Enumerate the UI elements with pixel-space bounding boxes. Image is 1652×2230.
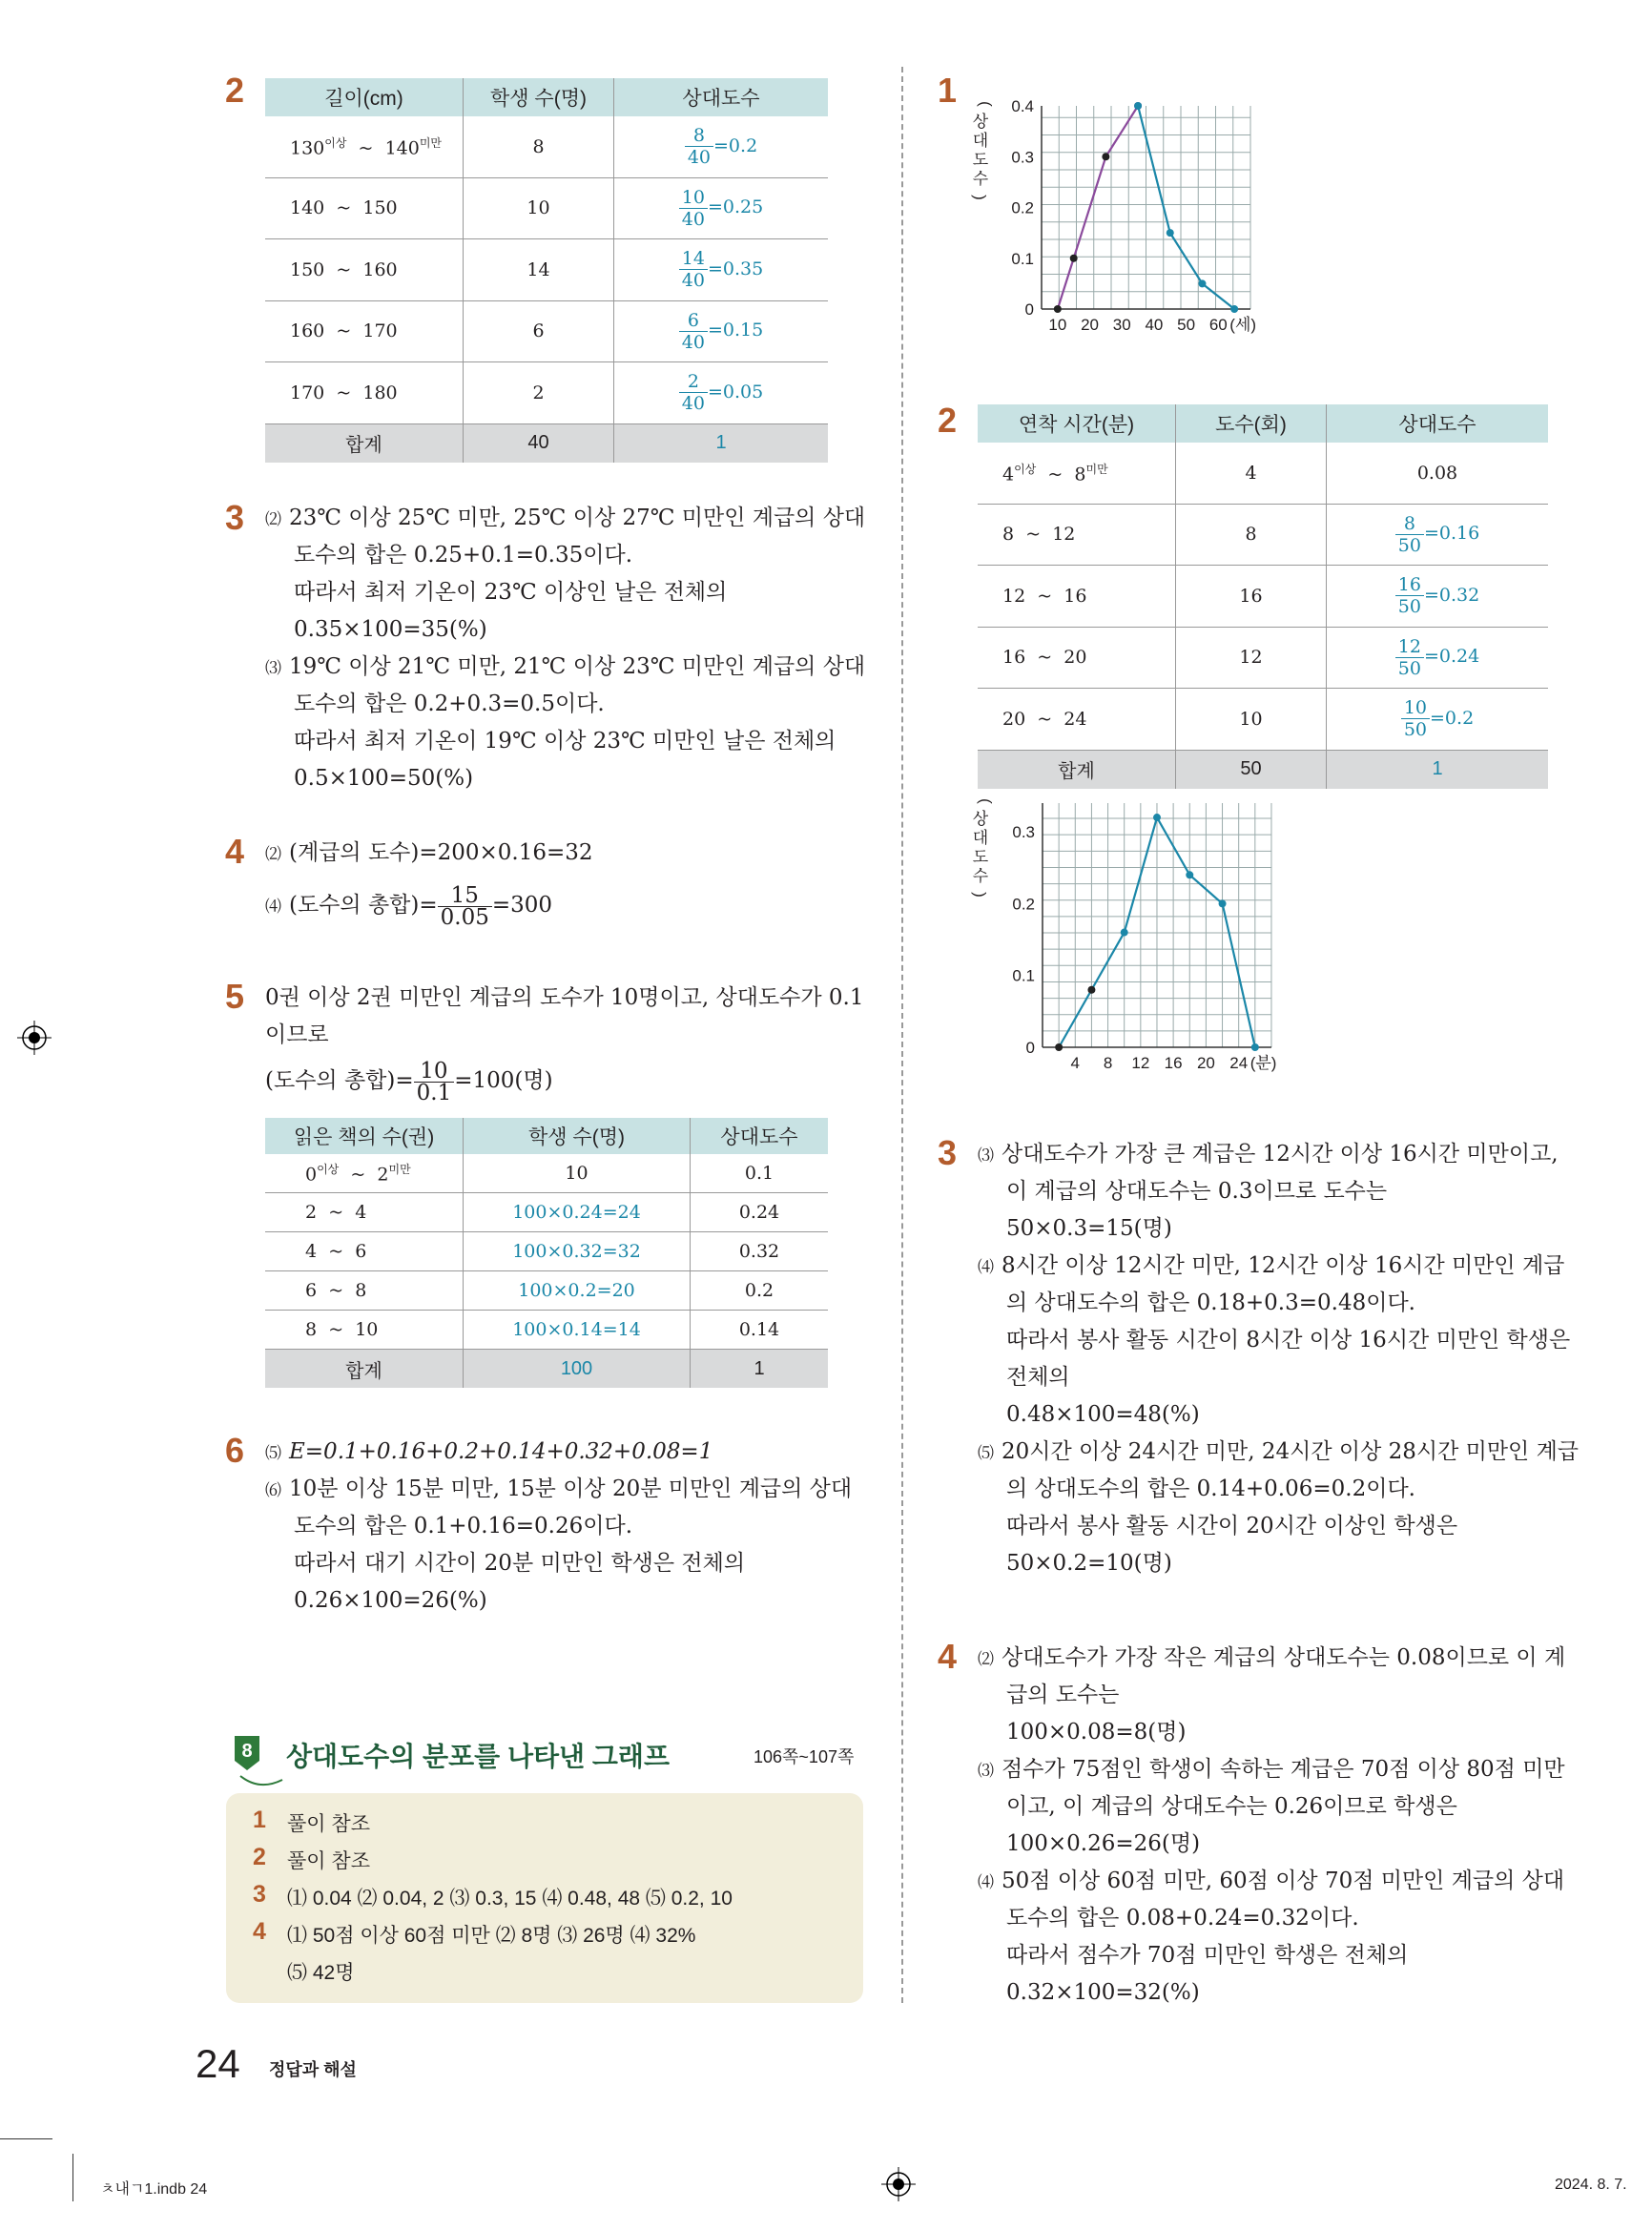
crop-mark (0, 2138, 52, 2139)
y-axis-label-char: 도 (972, 151, 989, 169)
relative-frequency-cell: $\frac{12}{50}$ =0.24 (1327, 627, 1549, 689)
count-cell: 100×0.32=32 (464, 1232, 691, 1271)
table-row (265, 1232, 828, 1271)
solution-text: ⑷ 50점 이상 60점 미만, 60점 이상 70점 미만인 계급의 상대 (978, 1869, 1565, 1893)
y-tick-label: 0.1 (1011, 249, 1034, 268)
data-point (1055, 1043, 1063, 1051)
relative-frequency-cell: $\frac{10}{40}$ =0.25 (614, 177, 829, 239)
y-tick-label: 0.3 (1011, 148, 1034, 167)
relative-frequency-cell: 0.08 (1327, 443, 1549, 504)
x-tick-label: 12 (1131, 1054, 1150, 1072)
x-tick-label: 40 (1145, 316, 1164, 334)
solution-text: 100×0.26=26(명) (1006, 1831, 1201, 1856)
solution-text: 0권 이상 2권 미만인 계급의 도수가 10명이고, 상대도수가 0.1 (265, 985, 864, 1010)
solution-text: 0.26×100=26(%) (294, 1588, 487, 1613)
solution-text: ⑸ 20시간 이상 24시간 미만, 24시간 이상 28시간 미만인 계급 (978, 1439, 1580, 1464)
y-axis-label-char: 수 (972, 867, 989, 885)
x-axis-unit: (분) (1249, 1054, 1277, 1072)
y-tick-label: 0 (1024, 300, 1034, 319)
table-row (978, 689, 1548, 751)
y-axis-label-char: 도 (972, 848, 989, 866)
data-point (1102, 153, 1109, 160)
solution-text: ⑶ 점수가 75점인 학생이 속하는 계급은 70점 이상 80점 미만 (978, 1757, 1565, 1782)
relative-frequency-cell: $\frac{8}{50}$ =0.16 (1327, 504, 1549, 566)
solution-text: ⑵ (계급의 도수)=200×0.16=32 (265, 840, 593, 865)
count-cell: 12 (1176, 627, 1327, 689)
count-cell: 10 (1176, 689, 1327, 751)
data-point (1251, 1043, 1259, 1051)
data-point (1054, 305, 1062, 313)
answers-box (226, 1793, 863, 2003)
y-tick-label: 0.1 (1012, 966, 1035, 985)
solution-text: 전체의 (1006, 1365, 1070, 1390)
relative-frequency-cell: $\frac{10}{50}$ =0.2 (1327, 689, 1549, 751)
total-relative: 1 (1327, 750, 1549, 789)
x-tick-label: 10 (1048, 316, 1067, 334)
table-header: 학생 수(명) (464, 1118, 691, 1154)
count-cell: 2 (464, 362, 614, 424)
count-cell: 8 (464, 116, 614, 177)
relative-frequency-cell: 0.2 (691, 1271, 829, 1311)
answer-number: 1 (253, 1807, 266, 1833)
answer-text: ⑴ 50점 이상 60점 미만 ⑵ 8명 ⑶ 26명 ⑷ 32% (287, 1925, 696, 1947)
solution-text: (도수의 총합)= $\frac{10}{0.1}$ =100(명) (265, 1058, 553, 1105)
total-label: 합계 (978, 750, 1176, 789)
total-count: 100 (464, 1350, 691, 1389)
x-axis-unit: (세) (1229, 316, 1257, 334)
solution-text: 의 상대도수의 합은 0.18+0.3=0.48이다. (1006, 1291, 1415, 1315)
total-label: 합계 (265, 423, 464, 463)
y-tick-label: 0.2 (1012, 895, 1035, 914)
solution-text: 도수의 합은 0.08+0.24=0.32이다. (1006, 1906, 1359, 1931)
solution-text: 따라서 최저 기온이 23℃ 이상인 날은 전체의 (294, 580, 728, 605)
series-line (1138, 106, 1234, 309)
file-info: ㅊ내ㄱ1.indb 24 (100, 2181, 208, 2198)
age-relative-frequency-chart (963, 76, 1288, 353)
y-tick-label: 0.2 (1011, 198, 1034, 217)
answer-text: 풀이 참조 (287, 1850, 370, 1872)
range-cell: 8 ~ 10 (265, 1311, 464, 1350)
range-cell: $130^{이상}$ ~ $140^{미만}$ (265, 116, 464, 177)
data-point (1186, 871, 1193, 878)
solution-text: 도수의 합은 0.1+0.16=0.26이다. (294, 1514, 633, 1538)
solution-text: ⑷ 8시간 이상 12시간 미만, 12시간 이상 16시간 미만인 계급 (978, 1253, 1565, 1278)
solution-text: ⑵ 상대도수가 가장 작은 계급의 상대도수는 0.08이므로 이 계 (978, 1645, 1566, 1670)
registration-mark-icon (881, 2167, 916, 2201)
y-axis-label-char: 수 (972, 170, 989, 188)
x-tick-label: 20 (1196, 1054, 1215, 1072)
table-row (265, 177, 828, 239)
y-axis-label-char: 대 (972, 829, 989, 847)
table-row (978, 566, 1548, 628)
range-cell: $4^{이상}$ ~ $8^{미만}$ (978, 443, 1176, 504)
y-axis-label-char: 대 (972, 132, 989, 150)
solution-text: 0.48×100=48(%) (1006, 1402, 1200, 1427)
range-cell: 2 ~ 4 (265, 1193, 464, 1232)
solution-text: 도수의 합은 0.2+0.3=0.5이다. (294, 692, 605, 716)
table-row (265, 1271, 828, 1311)
solution-text: ⑷ (도수의 총합)= $\frac{15}{0.05}$ =300 (265, 882, 553, 930)
solution-text: 도수의 합은 0.25+0.1=0.35이다. (294, 543, 633, 568)
range-cell: 12 ~ 16 (978, 566, 1176, 628)
books-frequency-table (265, 1118, 828, 1388)
print-date: 2024. 8. 7. (1555, 2177, 1627, 2193)
total-count: 50 (1176, 750, 1327, 789)
page-label: 정답과 해설 (269, 2060, 357, 2079)
relative-frequency-cell: 0.24 (691, 1193, 829, 1232)
table-row (978, 443, 1548, 504)
count-cell: 10 (464, 1154, 691, 1193)
range-cell: 160 ~ 170 (265, 300, 464, 362)
section-badge-icon (233, 1734, 261, 1772)
problem-number: 1 (938, 71, 958, 110)
table-header: 학생 수(명) (464, 78, 614, 116)
x-tick-label: 30 (1112, 316, 1131, 334)
table-row (265, 300, 828, 362)
data-point (1167, 229, 1174, 237)
solution-text: 0.32×100=32(%) (1006, 1980, 1200, 2005)
range-cell: 150 ~ 160 (265, 239, 464, 301)
x-tick-label: 8 (1103, 1054, 1113, 1072)
table-row (265, 362, 828, 424)
answer-number: 4 (253, 1918, 266, 1945)
table-header: 읽은 책의 수(권) (265, 1118, 464, 1154)
x-tick-label: 16 (1164, 1054, 1183, 1072)
answer-text: ⑴ 0.04 ⑵ 0.04, 2 ⑶ 0.3, 15 ⑷ 0.48, 48 ⑸ 0.2, 10 (287, 1888, 733, 1910)
table-header: 도수(회) (1176, 404, 1327, 443)
data-point (1219, 899, 1227, 907)
problem-number: 4 (938, 1637, 958, 1676)
series-line (1058, 106, 1138, 309)
table-row (265, 116, 828, 177)
solution-text: ⑶ 상대도수가 가장 큰 계급은 12시간 이상 16시간 미만이고, (978, 1142, 1559, 1167)
count-cell: 10 (464, 177, 614, 239)
x-tick-label: 50 (1177, 316, 1196, 334)
solution-text: 이고, 이 계급의 상대도수는 0.26이므로 학생은 (1006, 1794, 1457, 1819)
delay-frequency-table (978, 404, 1548, 789)
solution-text: 이 계급의 상대도수는 0.3이므로 도수는 (1006, 1179, 1388, 1204)
range-cell: 4 ~ 6 (265, 1232, 464, 1271)
answer-text: ⑸ 42명 (287, 1962, 355, 1984)
relative-frequency-cell: $\frac{2}{40}$ =0.05 (614, 362, 829, 424)
data-point (1230, 305, 1238, 313)
y-tick-label: 0 (1025, 1039, 1035, 1057)
solution-text: 따라서 봉사 활동 시간이 20시간 이상인 학생은 (1006, 1514, 1458, 1538)
problem-number: 6 (225, 1431, 245, 1470)
problem-number: 3 (225, 498, 245, 537)
solution-text: 이므로 (265, 1022, 329, 1047)
y-axis-paren: ) (971, 892, 989, 898)
answer-number: 3 (253, 1881, 266, 1908)
relative-frequency-cell: 0.32 (691, 1232, 829, 1271)
relative-frequency-cell: 0.1 (691, 1154, 829, 1193)
relative-frequency-cell: $\frac{14}{40}$ =0.35 (614, 239, 829, 301)
solution-text: 50×0.2=10(명) (1006, 1551, 1172, 1576)
solution-text: 급의 도수는 (1006, 1683, 1120, 1707)
relative-frequency-cell: 0.14 (691, 1311, 829, 1350)
x-tick-label: 4 (1070, 1054, 1081, 1072)
section-badge (233, 1734, 261, 1768)
length-frequency-table (265, 78, 828, 463)
data-point (1134, 102, 1142, 110)
table-row (265, 1193, 828, 1232)
table-header: 상대도수 (691, 1118, 829, 1154)
table-row (265, 1311, 828, 1350)
total-row (978, 750, 1548, 789)
table-header: 상대도수 (614, 78, 829, 116)
x-tick-label: 20 (1081, 316, 1099, 334)
range-cell: 8 ~ 12 (978, 504, 1176, 566)
y-axis-paren: ) (971, 195, 989, 200)
section-curve-decoration (238, 1774, 286, 1793)
solution-text: 의 상대도수의 합은 0.14+0.06=0.2이다. (1006, 1476, 1415, 1501)
delay-relative-frequency-chart (963, 798, 1288, 1084)
count-cell: 8 (1176, 504, 1327, 566)
relative-frequency-cell: $\frac{8}{40}$ =0.2 (614, 116, 829, 177)
range-cell: $0^{이상}$ ~ $2^{미만}$ (265, 1154, 464, 1193)
table-row (265, 239, 828, 301)
problem-number: 5 (225, 977, 245, 1016)
solution-text: 0.35×100=35(%) (294, 617, 487, 642)
problem-number: 2 (938, 401, 958, 440)
count-cell: 14 (464, 239, 614, 301)
table-header: 상대도수 (1327, 404, 1549, 443)
total-relative: 1 (691, 1350, 829, 1389)
total-row (265, 1350, 828, 1389)
solution-text: 따라서 점수가 70점 미만인 학생은 전체의 (1006, 1943, 1409, 1968)
total-label: 합계 (265, 1350, 464, 1389)
page-number: 24 (196, 2041, 240, 2086)
y-axis-label-char: 상 (972, 810, 989, 828)
total-relative: 1 (614, 423, 829, 463)
solution-text: 50×0.3=15(명) (1006, 1216, 1172, 1241)
data-point (1198, 279, 1206, 287)
registration-mark-icon (17, 1021, 52, 1055)
count-cell: 16 (1176, 566, 1327, 628)
data-point (1070, 255, 1078, 262)
y-axis-paren: ( (977, 798, 995, 804)
table-row (978, 504, 1548, 566)
svg-text:8: 8 (241, 1741, 253, 1762)
answer-text: 풀이 참조 (287, 1813, 370, 1835)
range-cell: 140 ~ 150 (265, 177, 464, 239)
solution-text: 따라서 대기 시간이 20분 미만인 학생은 전체의 (294, 1551, 746, 1576)
data-point (1087, 986, 1095, 994)
solution-text: ⑹ 10분 이상 15분 미만, 15분 이상 20분 미만인 계급의 상대 (265, 1476, 853, 1501)
count-cell: 4 (1176, 443, 1327, 504)
section-title: 상대도수의 분포를 나타낸 그래프 (286, 1742, 671, 1771)
solution-text: ⑵ 23℃ 이상 25℃ 미만, 25℃ 이상 27℃ 미만인 계급의 상대 (265, 506, 866, 530)
range-cell: 20 ~ 24 (978, 689, 1176, 751)
solution-text: 따라서 봉사 활동 시간이 8시간 이상 16시간 미만인 학생은 (1006, 1328, 1571, 1352)
answer-number: 2 (253, 1844, 266, 1870)
total-row (265, 423, 828, 463)
solution-text: 따라서 최저 기온이 19℃ 이상 23℃ 미만인 날은 전체의 (294, 729, 836, 754)
count-cell: 100×0.14=14 (464, 1311, 691, 1350)
total-count: 40 (464, 423, 614, 463)
x-tick-label: 24 (1229, 1054, 1249, 1072)
column-divider (901, 67, 903, 2003)
crop-mark (72, 2154, 73, 2201)
section-pages: 106쪽~107쪽 (754, 1747, 855, 1766)
x-tick-label: 60 (1208, 316, 1228, 334)
count-cell: 100×0.24=24 (464, 1193, 691, 1232)
range-cell: 16 ~ 20 (978, 627, 1176, 689)
y-axis-paren: ( (977, 101, 995, 107)
y-tick-label: 0.4 (1011, 97, 1034, 115)
solution-text: ⑸ E=0.1+0.16+0.2+0.14+0.32+0.08=1 (265, 1439, 713, 1464)
relative-frequency-cell: $\frac{6}{40}$ =0.15 (614, 300, 829, 362)
table-header: 연착 시간(분) (978, 404, 1176, 443)
problem-number: 2 (225, 71, 245, 110)
data-point (1153, 814, 1161, 821)
count-cell: 100×0.2=20 (464, 1271, 691, 1311)
relative-frequency-cell: $\frac{16}{50}$ =0.32 (1327, 566, 1549, 628)
data-point (1121, 929, 1128, 937)
range-cell: 6 ~ 8 (265, 1271, 464, 1311)
problem-number: 4 (225, 832, 245, 871)
y-axis-label-char: 상 (972, 113, 989, 131)
solution-text: 100×0.08=8(명) (1006, 1720, 1187, 1745)
y-tick-label: 0.3 (1012, 823, 1035, 842)
table-row (265, 1154, 828, 1193)
range-cell: 170 ~ 180 (265, 362, 464, 424)
solution-text: ⑶ 19℃ 이상 21℃ 미만, 21℃ 이상 23℃ 미만인 계급의 상대 (265, 654, 866, 679)
solution-text: 0.5×100=50(%) (294, 766, 474, 791)
problem-number: 3 (938, 1133, 958, 1172)
table-row (978, 627, 1548, 689)
count-cell: 6 (464, 300, 614, 362)
table-header: 길이(cm) (265, 78, 464, 116)
